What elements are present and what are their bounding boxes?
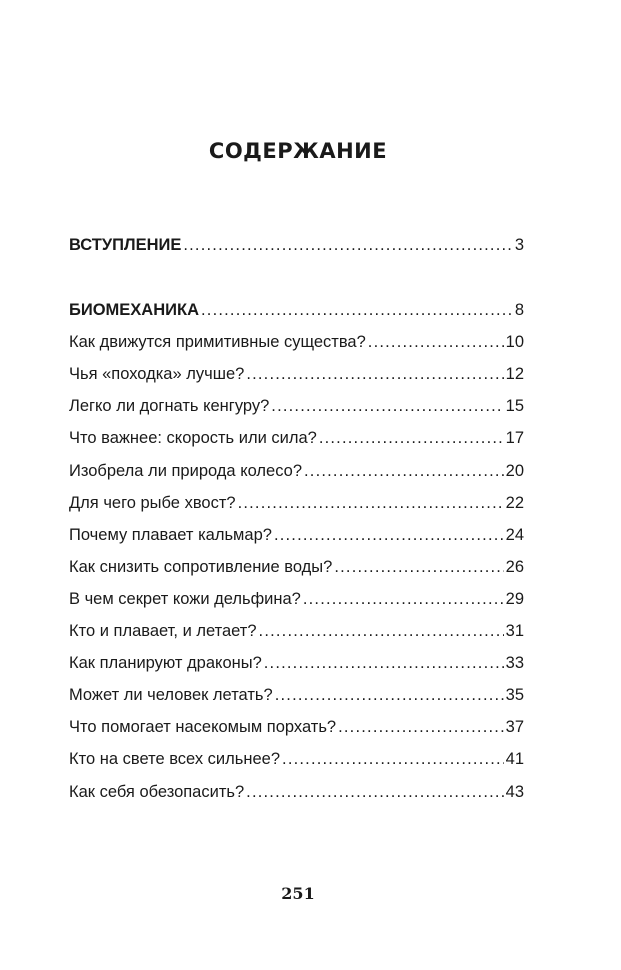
toc-leader-dots	[334, 554, 503, 580]
toc-entry	[69, 522, 524, 554]
toc-entry-label: Как движутся примитивные существа?	[69, 333, 366, 352]
toc-entry	[69, 779, 524, 811]
toc-leader-dots	[271, 393, 503, 419]
toc-leader-dots	[246, 361, 503, 387]
toc-leader-dots	[303, 586, 504, 612]
toc-leader-dots	[183, 232, 512, 258]
toc-entry-page: 20	[505, 461, 524, 480]
toc-leader-dots	[282, 746, 504, 772]
page-title: СОДЕРЖАНИЕ	[208, 139, 388, 163]
toc-entry-label: Как снизить сопротивление воды?	[69, 557, 333, 576]
toc-entry-label: ВСТУПЛЕНИЕ	[69, 236, 182, 254]
toc-entry-label: Чья «походка» лучше?	[69, 365, 245, 384]
toc-entry-page: 22	[505, 493, 524, 512]
table-of-contents	[69, 232, 524, 811]
toc-entry	[69, 714, 524, 746]
toc-entry-page: 12	[505, 365, 524, 384]
toc-entry-page: 17	[505, 429, 524, 448]
toc-entry-label: БИОМЕХАНИКА	[69, 301, 199, 320]
toc-entry-label: Кто на свете всех сильнее?	[69, 750, 281, 769]
toc-entry	[69, 232, 524, 264]
toc-entry	[69, 297, 524, 329]
toc-entry-label: Изобрела ли природа колесо?	[69, 461, 303, 480]
toc-entry-page: 10	[505, 333, 524, 352]
toc-entry	[69, 554, 524, 586]
toc-entry-page: 8	[514, 301, 524, 320]
toc-entry-label: Кто и плавает, и летает?	[69, 622, 257, 641]
toc-gap	[69, 264, 524, 297]
toc-entry-label: Может ли человек летать?	[69, 686, 273, 705]
toc-leader-dots	[275, 682, 504, 708]
page-number: 251	[281, 884, 315, 903]
toc-entry-label: В чем секрет кожи дельфина?	[69, 589, 301, 608]
toc-leader-dots	[201, 297, 513, 323]
toc-leader-dots	[238, 490, 504, 516]
toc-entry-page: 29	[505, 589, 524, 608]
toc-entry-page: 26	[505, 557, 524, 576]
toc-entry-label: Для чего рыбе хвост?	[69, 493, 236, 512]
toc-entry-page: 41	[505, 750, 524, 769]
toc-entry	[69, 329, 524, 361]
toc-entry-label: Почему плавает кальмар?	[69, 525, 272, 544]
toc-entry-page: 31	[505, 622, 524, 641]
toc-leader-dots	[274, 522, 504, 548]
toc-entry-page: 15	[505, 397, 524, 416]
toc-entry	[69, 425, 524, 457]
toc-entry	[69, 586, 524, 618]
toc-entry-page: 37	[505, 718, 524, 737]
toc-leader-dots	[304, 458, 504, 484]
toc-entry-label: Что важнее: скорость или сила?	[69, 429, 317, 448]
toc-leader-dots	[264, 650, 504, 676]
toc-entry	[69, 393, 524, 425]
toc-entry-label: Как себя обезопасить?	[69, 782, 245, 801]
toc-entry-page: 33	[505, 654, 524, 673]
toc-entry-page: 3	[514, 236, 524, 254]
toc-entry-page: 24	[505, 525, 524, 544]
toc-entry-label: Что помогает насекомым порхать?	[69, 718, 337, 737]
toc-entry-label: Как планируют драконы?	[69, 654, 262, 673]
toc-entry	[69, 682, 524, 714]
toc-entry	[69, 490, 524, 522]
toc-leader-dots	[246, 779, 503, 805]
toc-entry-page: 35	[505, 686, 524, 705]
toc-entry-page: 43	[505, 782, 524, 801]
toc-entry	[69, 746, 524, 778]
toc-leader-dots	[368, 329, 504, 355]
toc-leader-dots	[338, 714, 504, 740]
toc-entry	[69, 650, 524, 682]
toc-leader-dots	[259, 618, 504, 644]
toc-entry-label: Легко ли догнать кенгуру?	[69, 397, 270, 416]
toc-entry	[69, 361, 524, 393]
toc-leader-dots	[319, 425, 504, 451]
toc-entry	[69, 458, 524, 490]
toc-entry	[69, 618, 524, 650]
